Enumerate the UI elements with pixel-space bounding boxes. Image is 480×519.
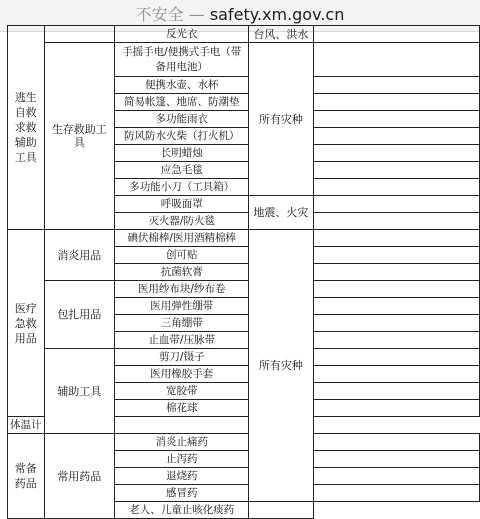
- blank-cell: [313, 298, 479, 315]
- blank-cell: [313, 485, 479, 502]
- item-cell: 反光衣: [115, 26, 249, 43]
- blank-cell: [313, 94, 479, 111]
- url-domain: safety.xm.gov.cn: [209, 5, 345, 24]
- blank-cell: [313, 315, 479, 332]
- item-cell: 退烧药: [115, 468, 249, 485]
- table-row: [8, 43, 480, 77]
- item-cell: 消炎止痛药: [115, 434, 249, 451]
- item-cell: 棉花球: [115, 400, 249, 417]
- blank-cell: [313, 332, 479, 349]
- subcategory-cell: 辅助工具: [44, 349, 115, 434]
- category-cell: 常备药品: [8, 434, 45, 519]
- disaster-cell: 地震、火灾: [249, 196, 313, 230]
- blank-cell: [313, 179, 479, 196]
- blank-cell: [313, 281, 479, 298]
- category-cell: 医疗急救用品: [8, 230, 45, 417]
- table-row: [8, 434, 480, 451]
- item-cell: 简易帐篷、地席、防潮垫: [115, 94, 249, 111]
- table-row: [8, 26, 480, 43]
- blank-cell: [313, 349, 479, 366]
- subcategory-cell: 包扎用品: [44, 281, 115, 349]
- blank-cell: [313, 43, 479, 77]
- item-cell: 多功能雨衣: [115, 111, 249, 128]
- blank-cell: [313, 468, 479, 485]
- blank-cell: [313, 451, 479, 468]
- blank-cell: [313, 111, 479, 128]
- item-cell: 三角绷带: [115, 315, 249, 332]
- category-cell: 逃生自救求救辅助工具: [8, 26, 45, 230]
- table-row: [8, 230, 480, 247]
- item-cell: 应急毛毯: [115, 162, 249, 179]
- blank-cell: [313, 213, 479, 230]
- item-cell: 医用弹性绷带: [115, 298, 249, 315]
- item-cell: 宽胶带: [115, 383, 249, 400]
- blank-cell: [313, 366, 479, 383]
- disaster-cell: 台风、洪水: [249, 26, 313, 43]
- blank-cell: [313, 77, 479, 94]
- item-cell: 便携水壶、水杯: [115, 77, 249, 94]
- item-cell: 手摇手电/便携式手电（带备用电池）: [115, 43, 249, 77]
- table-row: [8, 281, 480, 298]
- item-cell: 呼吸面罩: [115, 196, 249, 213]
- subcategory-cell: 生存救助工具: [44, 43, 115, 230]
- item-cell: 多功能小刀（工具箱）: [115, 179, 249, 196]
- item-cell: 体温计: [8, 417, 45, 434]
- blank-cell: [313, 383, 479, 400]
- blank-cell: [313, 264, 479, 281]
- subcategory-cell: 消炎用品: [44, 230, 115, 281]
- item-cell: 止血带/压脉带: [115, 332, 249, 349]
- table-row: [8, 349, 480, 366]
- disaster-cell: 所有灾种: [249, 43, 313, 196]
- item-cell: 创可贴: [115, 247, 249, 264]
- item-cell: 老人、儿童止咳化痰药: [115, 502, 249, 519]
- blank-cell: [313, 247, 479, 264]
- subcategory-cell: [44, 26, 115, 43]
- blank-cell: [249, 502, 313, 519]
- blank-cell: [313, 128, 479, 145]
- item-cell: 抗菌软膏: [115, 264, 249, 281]
- item-cell: 医用橡胶手套: [115, 366, 249, 383]
- item-cell: 长明蜡烛: [115, 145, 249, 162]
- blank-cell: [313, 26, 479, 43]
- url-separator: —: [188, 5, 205, 24]
- item-cell: 灭火器/防火毯: [115, 213, 249, 230]
- subcategory-cell: 常用药品: [44, 434, 115, 519]
- blank-cell: [313, 162, 479, 179]
- blank-cell: [313, 434, 479, 451]
- item-cell: 感冒药: [115, 485, 249, 502]
- blank-cell: [115, 417, 249, 434]
- item-cell: 医用纱布块/纱布卷: [115, 281, 249, 298]
- blank-cell: [313, 400, 479, 417]
- item-cell: 剪刀/镊子: [115, 349, 249, 366]
- blank-cell: [313, 230, 479, 247]
- item-cell: 止泻药: [115, 451, 249, 468]
- item-cell: 碘伏棉棒/医用酒精棉棒: [115, 230, 249, 247]
- not-secure-label: 不安全: [135, 5, 184, 24]
- blank-cell: [313, 145, 479, 162]
- supplies-table: [7, 25, 480, 519]
- disaster-cell: 所有灾种: [249, 230, 313, 502]
- page-content: [0, 27, 480, 516]
- blank-cell: [313, 196, 479, 213]
- url-display[interactable]: [0, 4, 480, 26]
- item-cell: 防风防水火柴（打火机）: [115, 128, 249, 145]
